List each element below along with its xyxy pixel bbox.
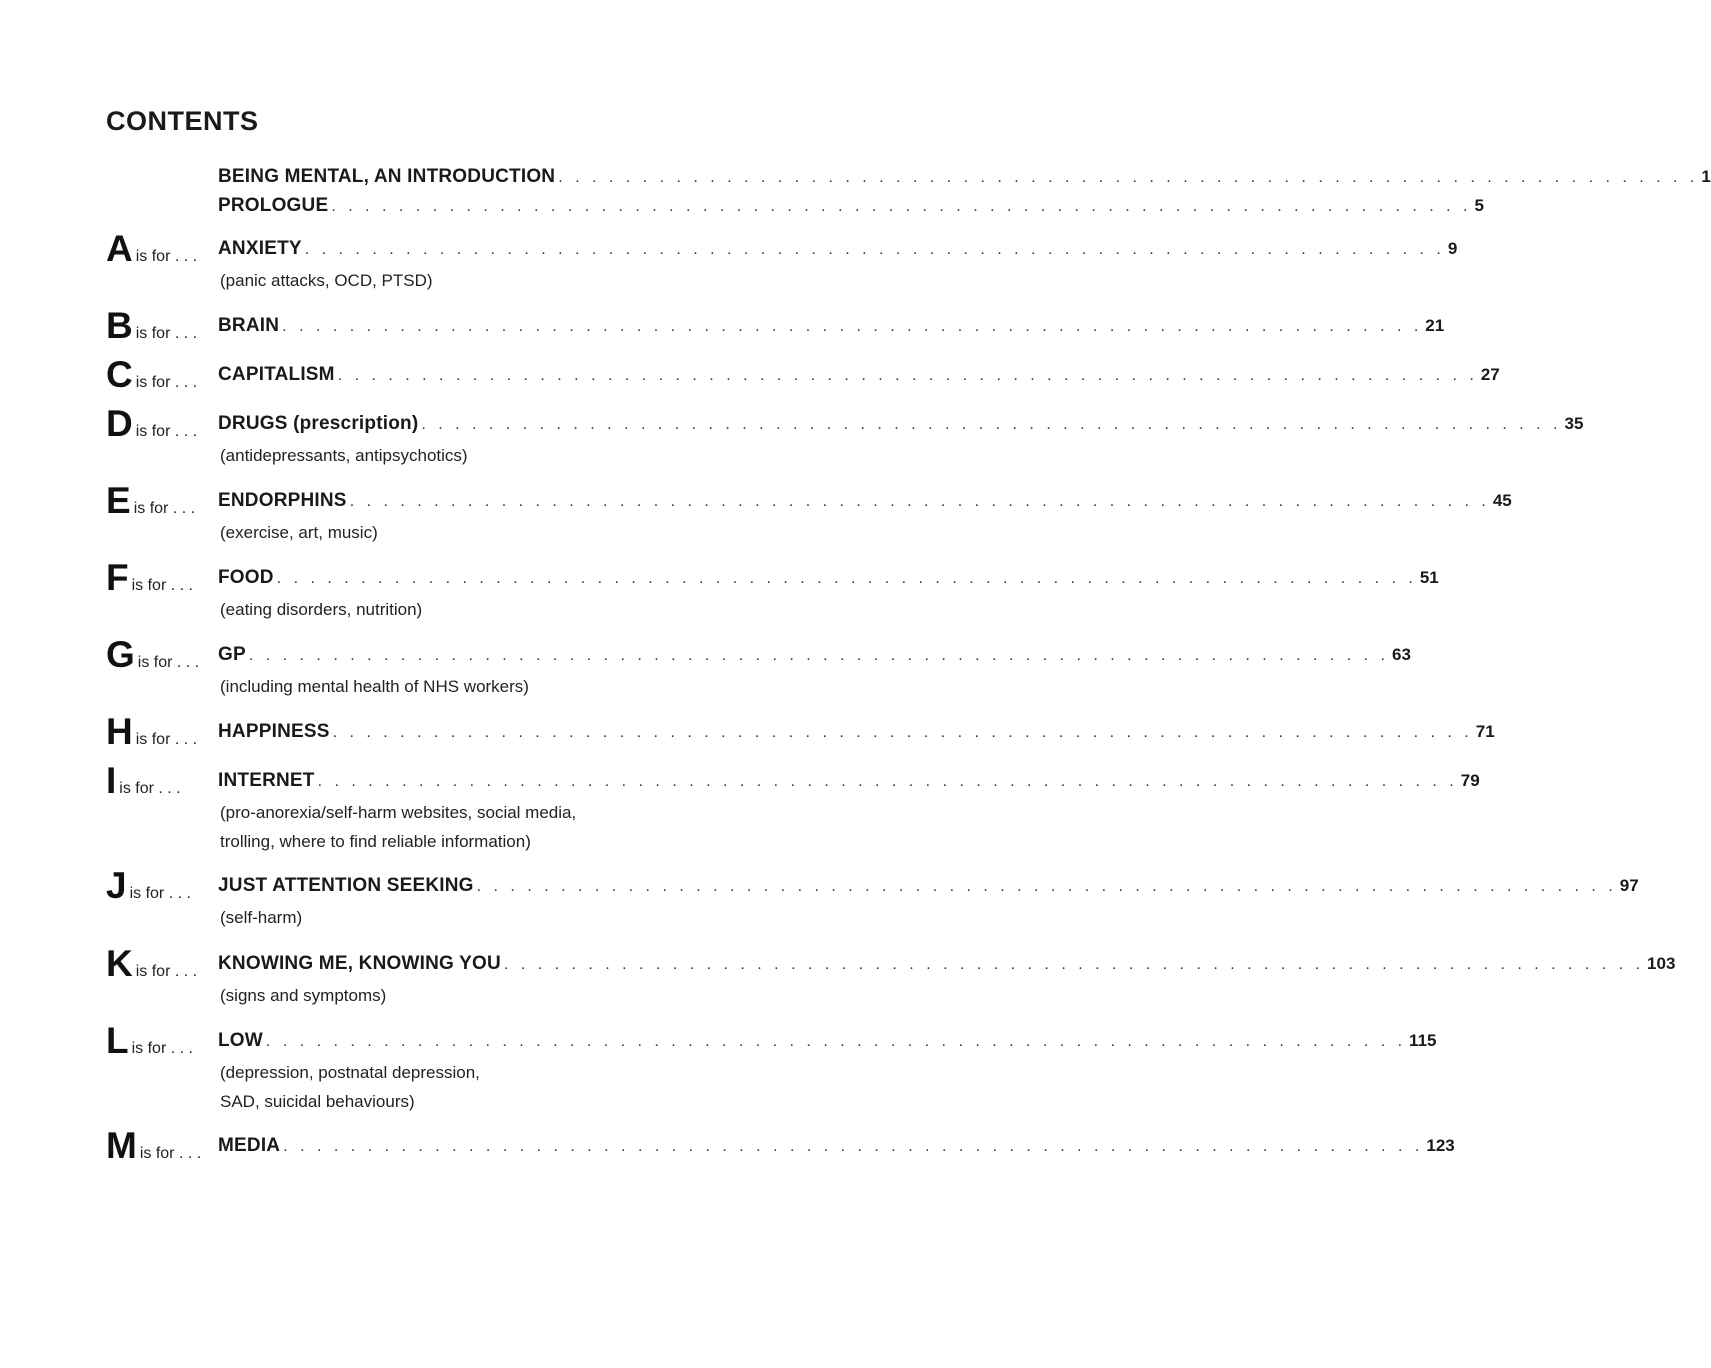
is-for-label: is for . . . [135, 731, 198, 748]
entry-title: FOOD [218, 567, 274, 588]
dot-leader: . . . . . . . . . . . . . . . . . . . . . . . . . . . . . . . . . . . . . . . . . . . . . . . . . . . . . . . . . . . . . . . . . . . . [558, 169, 1699, 186]
entry-title: ANXIETY [218, 238, 302, 259]
dot-leader: . . . . . . . . . . . . . . . . . . . . . . . . . . . . . . . . . . . . . . . . . . . . . . . . . . . . . . . . . . . . . . . . . . . . [248, 647, 1389, 664]
is-for-label: is for . . . [135, 423, 198, 440]
entry-title: GP [218, 644, 246, 665]
entry-title: HAPPINESS [218, 721, 330, 742]
dot-leader: . . . . . . . . . . . . . . . . . . . . . . . . . . . . . . . . . . . . . . . . . . . . . . . . . . . . . . . . . . . . . . . . . . . . [276, 570, 1417, 587]
page-number: 103 [1647, 954, 1676, 973]
dot-leader: . . . . . . . . . . . . . . . . . . . . . . . . . . . . . . . . . . . . . . . . . . . . . . . . . . . . . . . . . . . . . . . . . . . . [337, 367, 1478, 384]
page-number: 27 [1480, 365, 1500, 384]
is-for-label: is for . . . [119, 780, 181, 797]
page-number: 21 [1425, 316, 1445, 335]
is-for-label: is for . . . [135, 248, 198, 265]
dot-leader: . . . . . . . . . . . . . . . . . . . . . . . . . . . . . . . . . . . . . . . . . . . . . . . . . . . . . . . . . . . . . . . . . . . . [304, 241, 1445, 258]
dot-leader: . . . . . . . . . . . . . . . . . . . . . . . . . . . . . . . . . . . . . . . . . . . . . . . . . . . . . . . . . . . . . . . . . . . . [476, 878, 1617, 895]
dot-leader: . . . . . . . . . . . . . . . . . . . . . . . . . . . . . . . . . . . . . . . . . . . . . . . . . . . . . . . . . . . . . . . . . . . . [282, 318, 1423, 335]
is-for-label: is for . . . [133, 500, 196, 517]
page-number: 5 [1474, 196, 1484, 215]
entry-title: JUST ATTENTION SEEKING [218, 875, 474, 896]
dot-leader: . . . . . . . . . . . . . . . . . . . . . . . . . . . . . . . . . . . . . . . . . . . . . . . . . . . . . . . . . . . . . . . . . . . . [503, 956, 1645, 973]
entry-subtitle: (exercise, art, music) [220, 523, 378, 542]
entry-subtitle: (self-harm) [220, 908, 303, 927]
entry-title: ENDORPHINS [218, 490, 347, 511]
page-number: 71 [1475, 722, 1495, 741]
entry-subtitle: (eating disorders, nutrition) [220, 600, 423, 619]
chapter-letter: C [106, 354, 133, 395]
entry-subtitle: (pro-anorexia/self-harm websites, social media, [220, 803, 577, 822]
page-number: 9 [1447, 239, 1458, 258]
entry-title: PROLOGUE [218, 195, 329, 216]
is-for-label: is for . . . [129, 885, 191, 902]
chapter-letter: L [106, 1020, 129, 1061]
entry-subtitle: (including mental health of NHS workers) [220, 677, 529, 696]
is-for-label: is for . . . [139, 1145, 202, 1162]
page-number: 35 [1564, 414, 1584, 433]
dot-leader: . . . . . . . . . . . . . . . . . . . . . . . . . . . . . . . . . . . . . . . . . . . . . . . . . . . . . . . . . . . . . . . . . . . . [283, 1138, 1424, 1155]
entry-title: MEDIA [218, 1135, 281, 1156]
is-for-label: is for . . . [137, 654, 200, 671]
page-number: 97 [1619, 876, 1639, 895]
chapter-letter: D [106, 403, 133, 444]
entry-title: KNOWING ME, KNOWING YOU [218, 953, 501, 974]
is-for-label: is for . . . [135, 374, 198, 391]
is-for-label: is for . . . [131, 1040, 193, 1057]
chapter-letter: B [106, 305, 133, 346]
page-number: 45 [1492, 491, 1512, 510]
entry-title: BRAIN [218, 315, 280, 336]
is-for-label: is for . . . [135, 963, 198, 980]
entry-title: DRUGS (prescription) [218, 413, 419, 434]
entry-title: CAPITALISM [218, 364, 335, 385]
chapter-letter: E [106, 480, 131, 521]
page-number: 115 [1409, 1031, 1437, 1050]
chapter-letter: K [106, 943, 133, 984]
chapter-letter: F [106, 557, 129, 598]
chapter-letter: I [106, 760, 117, 801]
entry-subtitle: (depression, postnatal depression, [220, 1063, 480, 1082]
entry-subtitle: (panic attacks, OCD, PTSD) [220, 271, 433, 290]
dot-leader: . . . . . . . . . . . . . . . . . . . . . . . . . . . . . . . . . . . . . . . . . . . . . . . . . . . . . . . . . . . . . . . . . . . . [349, 493, 1490, 510]
entry-subtitle: (signs and symptoms) [220, 986, 387, 1005]
page-number: 79 [1460, 771, 1480, 790]
entry-title: LOW [218, 1030, 263, 1051]
page-number: 123 [1426, 1136, 1455, 1155]
chapter-letter: H [106, 711, 133, 752]
page-title: CONTENTS [106, 106, 259, 136]
dot-leader: . . . . . . . . . . . . . . . . . . . . . . . . . . . . . . . . . . . . . . . . . . . . . . . . . . . . . . . . . . . . . . . . . . . . [421, 416, 1562, 433]
chapter-letter: J [106, 865, 127, 906]
entry-subtitle: (antidepressants, antipsychotics) [220, 446, 468, 465]
entry-subtitle: SAD, suicidal behaviours) [220, 1092, 415, 1111]
dot-leader: . . . . . . . . . . . . . . . . . . . . . . . . . . . . . . . . . . . . . . . . . . . . . . . . . . . . . . . . . . . . . . . . . . . . [332, 724, 1473, 741]
dot-leader: . . . . . . . . . . . . . . . . . . . . . . . . . . . . . . . . . . . . . . . . . . . . . . . . . . . . . . . . . . . . . . . . . . . . [331, 198, 1472, 215]
chapter-letter: G [106, 634, 135, 675]
page-number: 51 [1419, 568, 1439, 587]
dot-leader: . . . . . . . . . . . . . . . . . . . . . . . . . . . . . . . . . . . . . . . . . . . . . . . . . . . . . . . . . . . . . . . . . . . . [317, 773, 1458, 790]
is-for-label: is for . . . [131, 577, 193, 594]
entry-subtitle: trolling, where to find reliable information) [220, 832, 531, 851]
page-number: 63 [1391, 645, 1411, 664]
entry-title: BEING MENTAL, AN INTRODUCTION [218, 166, 556, 187]
chapter-letter: A [106, 228, 133, 269]
page-number: 1 [1701, 167, 1711, 186]
dot-leader: . . . . . . . . . . . . . . . . . . . . . . . . . . . . . . . . . . . . . . . . . . . . . . . . . . . . . . . . . . . . . . . . . . . . [265, 1033, 1407, 1050]
chapter-letter: M [106, 1125, 137, 1166]
entry-title: INTERNET [218, 770, 315, 791]
is-for-label: is for . . . [135, 325, 198, 342]
